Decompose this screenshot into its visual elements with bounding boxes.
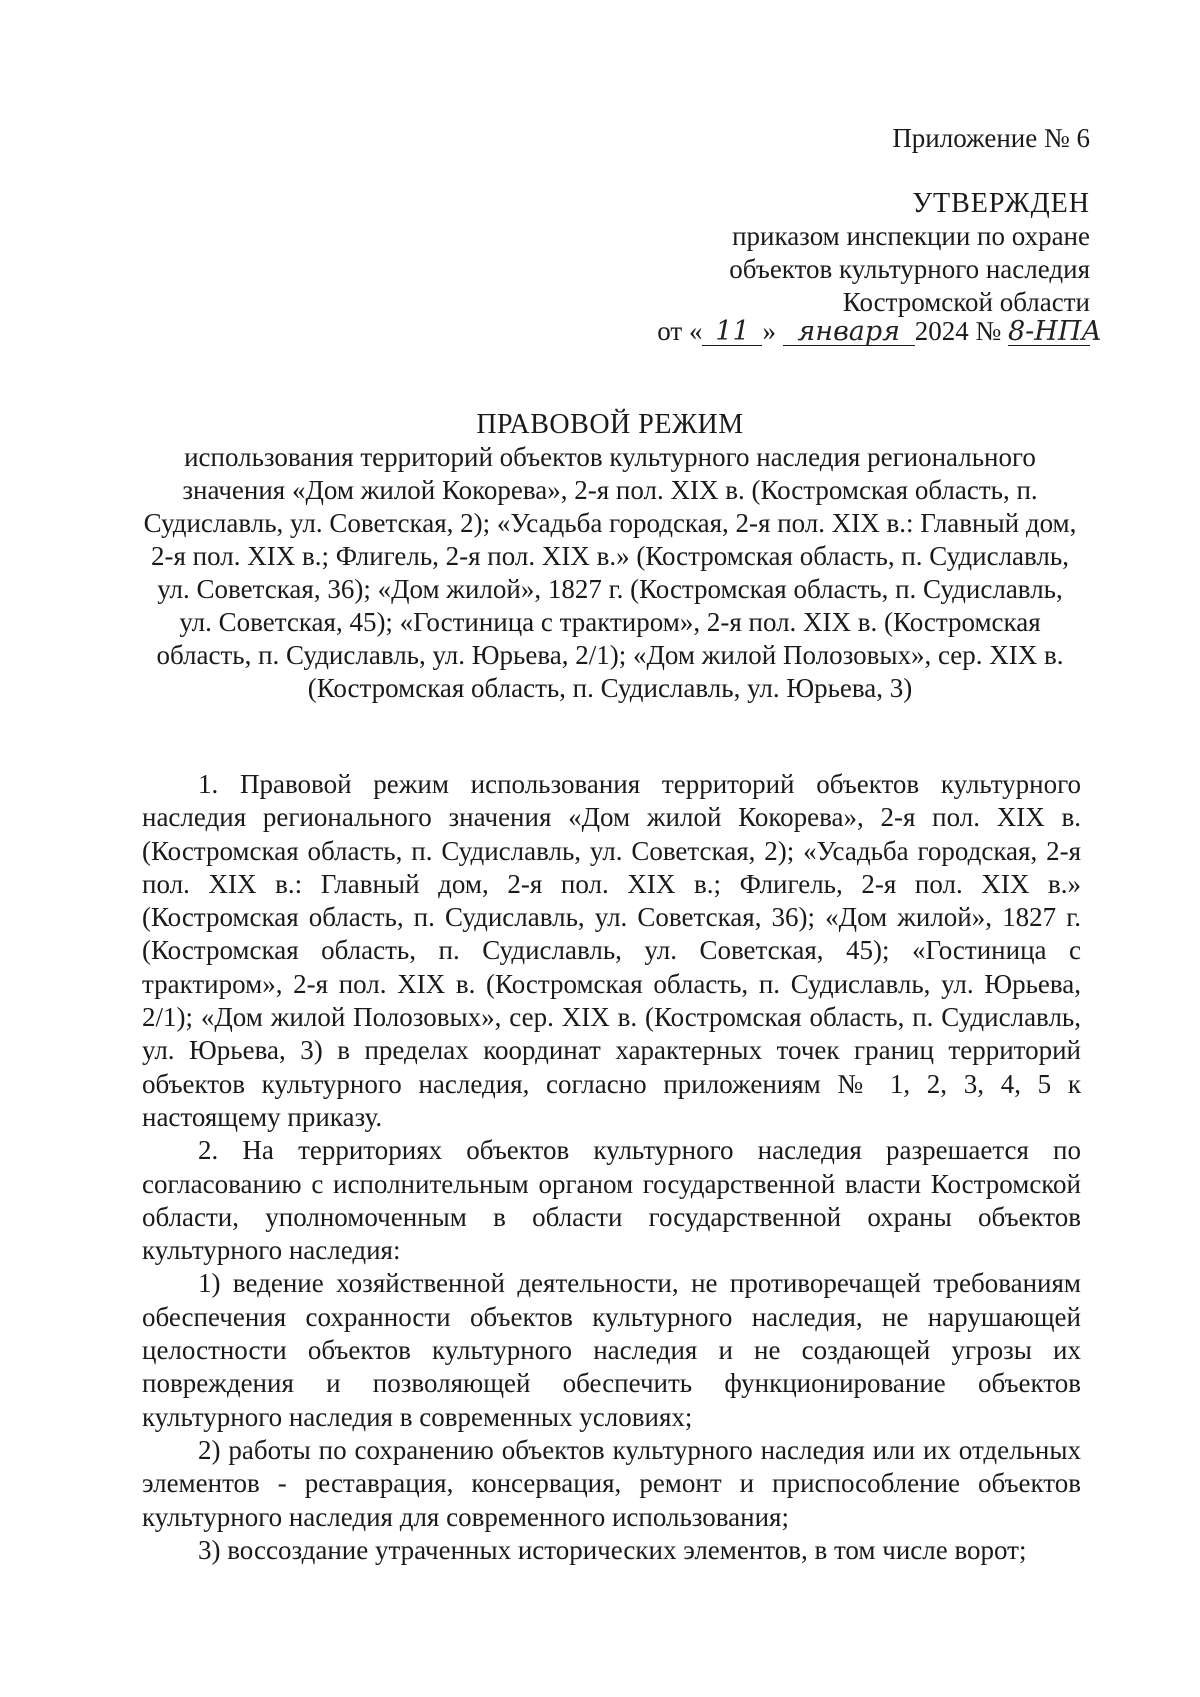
approval-title: УТВЕРЖДЕН <box>912 188 1090 219</box>
approval-block <box>729 187 1090 319</box>
order-date-line <box>657 313 1102 349</box>
handwritten-order-number: 8-НПА <box>1008 316 1102 347</box>
approval-line-2: объектов культурного наследия <box>729 254 1090 284</box>
date-year-part: 2024 № <box>914 316 1002 346</box>
approval-line-1: приказом инспекции по охране <box>732 221 1090 251</box>
approval-line-3: Костромской области <box>842 287 1090 317</box>
appendix-label: Приложение № 6 <box>892 123 1090 153</box>
title-main: ПРАВОВОЙ РЕЖИМ <box>476 409 744 440</box>
date-prefix: от « <box>657 316 703 346</box>
document-title <box>140 408 1080 705</box>
date-mid: » <box>762 316 776 346</box>
paragraph-1: 1. Правовой режим использования территорий объектов культурного наследия регионального значения «Дом жилой Кокорева», 2-я пол. XIX в. (Костромская область, п. Судиславль, ул. Советская, 2); «Усадьба городская, 2-я пол. XIX в.: Главный дом, 2-я пол. XIX в.; Флигель, 2-я пол. XIX в.» (Костромская область, п. Судиславль, ул. Советская, 36); «Дом жилой», 1827 г. (Костромская область, п. Судиславль, ул. Советская, 45); «Гостиница с трактиром», 2-я пол. XIX в. (Костромская область, п. Судиславль, ул. Юрьева, 2/1); «Дом жилой Полозовых», сер. XIX в. (Костромская область, п. Судиславль, ул. Юрьева, 3) в пределах координат характерных точек границ территорий объектов культурного наследия, согласно приложениям № 1, 2, 3, 4, 5 к настоящему приказу. <box>142 769 1081 1132</box>
subitem-2: 2) работы по сохранению объектов культурного наследия или их отдельных элементов - реставрация, консервация, ремонт и приспособление объектов культурного наследия для современного использования; <box>142 1434 1081 1532</box>
handwritten-day: 11 <box>702 319 762 346</box>
handwritten-month: января <box>783 319 915 346</box>
subitem-1: 1) ведение хозяйственной деятельности, не противоречащей требованиям обеспечения сохранности объектов культурного наследия, не нарушающей целостности объектов культурного наследия и не создающей угрозы их повреждения и позволяющей обеспечить функционирование объектов культурного наследия в современных условиях; <box>142 1268 1081 1432</box>
subitem-3: 3) воссоздание утраченных исторических элементов, в том числе ворот; <box>198 1534 1027 1565</box>
title-subtitle: использования территорий объектов культурного наследия регионального значения «Дом жилой Кокорева», 2-я пол. XIX в. (Костромская область, п. Судиславль, ул. Советская, 2); «Усадьба городская, 2-я пол. XIX в.: Главный дом, 2-я пол. XIX в.; Флигель, 2-я пол. XIX в.» (Костромская область, п. Судиславль, ул. Советская, 36); «Дом жилой», 1827 г. (Костромская область, п. Судиславль, ул. Советская, 45); «Гостиница с трактиром», 2-я пол. XIX в. (Костромская область, п. Судиславль, ул. Юрьева, 2/1); «Дом жилой Полозовых», сер. XIX в. (Костромская область, п. Судиславль, ул. Юрьева, 3) <box>143 442 1077 703</box>
document-body <box>142 768 1081 1567</box>
paragraph-2: 2. На территориях объектов культурного наследия разрешается по согласованию с исполнительным органом государственной власти Костромской области, уполномоченным в области государственной охраны объектов культурного наследия: <box>142 1135 1081 1266</box>
